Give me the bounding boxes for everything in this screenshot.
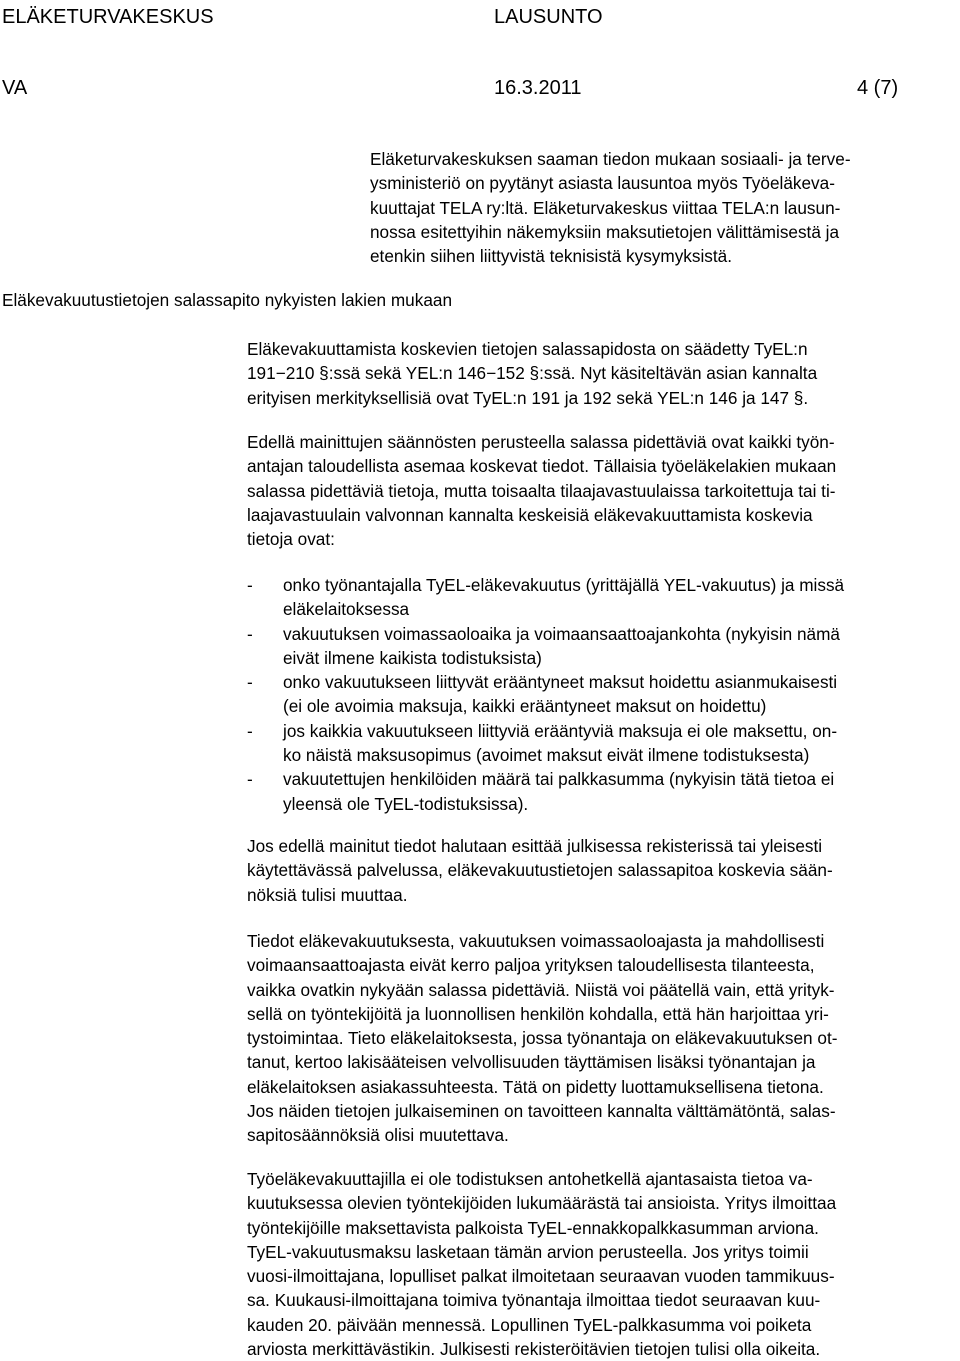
text-line: eläkelaitoksessa bbox=[283, 599, 410, 620]
text-line: Jos näiden tietojen julkaiseminen on tavoitteen kannalta välttämätöntä, salas- bbox=[247, 1101, 836, 1122]
paragraph-law-change bbox=[247, 834, 833, 907]
text-line: Eläketurvakeskuksen saaman tiedon mukaan sosiaali- ja terve- bbox=[370, 149, 851, 169]
list-bullet: - bbox=[247, 623, 253, 644]
text-line: vakuutuksen voimassaoloaika ja voimaansaattoajankohta (nykyisin nämä bbox=[283, 623, 840, 644]
text-line: Työeläkevakuuttajilla ei ole todistuksen antohetkellä ajantasaista tietoa va- bbox=[247, 1169, 813, 1189]
text-line: voimaansaattoajasta eivät kerro paljoa yrityksen taloudellisesta tilanteesta, bbox=[247, 955, 815, 976]
text-line: vakuutettujen henkilöiden määrä tai palkkasumma (nykyisin tätä tietoa ei bbox=[283, 769, 835, 790]
list-item-text bbox=[283, 622, 840, 671]
text-line: (ei ole avoimia maksuja, kaikki erääntyneet maksut on hoidettu) bbox=[283, 696, 767, 717]
text-line: eivät ilmene kaikista todistuksista) bbox=[283, 647, 542, 668]
list-item bbox=[247, 670, 960, 719]
list-bullet: - bbox=[247, 769, 253, 790]
list-bullet: - bbox=[247, 575, 253, 595]
text-line: ysministeriö on pyytänyt asiasta lausuntoa myös Työeläkeva- bbox=[370, 173, 835, 194]
list-item bbox=[247, 622, 960, 671]
text-line: antajan taloudellista asemaa koskevat tiedot. Tällaisia työeläkelakien mukaan bbox=[247, 456, 837, 477]
text-line: tystoimintaa. Tieto eläkelaitoksesta, jossa työnantaja on eläkevakuutuksen ot- bbox=[247, 1028, 838, 1049]
text-line: sellä on työntekijöitä ja luonnollisen henkilön kohdalla, että hän harjoittaa yri- bbox=[247, 1003, 829, 1024]
text-line: Edellä mainittujen säännösten perusteella salassa pidettäviä ovat kaikki työn- bbox=[247, 432, 835, 452]
text-line: käytettävässä palvelussa, eläkevakuutustietojen salassapitoa koskevia sään- bbox=[247, 860, 833, 881]
text-line: onko työnantajalla TyEL-eläkevakuutus (yrittäjällä YEL-vakuutus) ja missä bbox=[283, 575, 845, 595]
text-line: työntekijöille maksettavista palkoista TyEL-ennakkopalkkasumman arviona. bbox=[247, 1217, 819, 1238]
text-line: Eläkevakuuttamista koskevien tietojen salassapidosta on säädetty TyEL:n bbox=[247, 339, 808, 359]
page-number: 4 (7) bbox=[857, 77, 899, 99]
text-line: 191−210 §:ssä sekä YEL:n 146−152 §:ssä. Nyt käsiteltävän asian kannalta bbox=[247, 363, 818, 384]
list-item bbox=[247, 573, 960, 622]
text-line: etenkin siihen liittyvistä teknisistä kysymyksistä. bbox=[370, 246, 733, 267]
section-heading: Eläkevakuutustietojen salassapito nykyisten lakien mukaan bbox=[2, 290, 452, 310]
list-item-text bbox=[283, 670, 837, 719]
text-line: erityisen merkityksellisiä ovat TyEL:n 191 ja 192 sekä YEL:n 146 ja 147 §. bbox=[247, 387, 809, 408]
text-line: onko vakuutukseen liittyvät erääntyneet maksut hoidettu asianmukaisesti bbox=[283, 672, 838, 693]
text-line: eläkelaitoksen asiakassuhteesta. Tätä on pidetty luottamuksellisena tietona. bbox=[247, 1076, 824, 1097]
intro-paragraph bbox=[370, 147, 851, 268]
document-type: LAUSUNTO bbox=[494, 6, 603, 28]
text-line: salassa pidettäviä tietoja, mutta toisaalta tilaajavastuulaissa tarkoitettuja tai ti- bbox=[247, 480, 836, 501]
list-bullet: - bbox=[247, 720, 253, 741]
text-line: kuuttajat TELA ry:ltä. Eläketurvakeskus viittaa TELA:n lausun- bbox=[370, 197, 841, 218]
text-line: sa. Kuukausi-ilmoittajana toimiva työnantaja ilmoittaa tiedot seuraavan kuu- bbox=[247, 1290, 821, 1311]
text-line: laajavastuulain valvonnan kannalta keskeisiä eläkevakuuttamista koskevia bbox=[247, 504, 813, 525]
list-item bbox=[247, 719, 960, 768]
text-line: yleensä ole TyEL-todistuksissa). bbox=[283, 793, 529, 814]
paragraph-confidential-info bbox=[247, 430, 836, 551]
text-line: nossa esitettyihin näkemyksiin maksutietojen välittämisestä ja bbox=[370, 221, 840, 242]
text-line: Jos edellä mainitut tiedot halutaan esittää julkisessa rekisterissä tai yleisesti bbox=[247, 836, 823, 856]
text-line: Tiedot eläkevakuutuksesta, vakuutuksen voimassaoloajasta ja mahdollisesti bbox=[247, 931, 825, 951]
text-line: jos kaikkia vakuutukseen liittyviä erääntyviä maksuja ei ole maksettu, on- bbox=[283, 720, 838, 741]
text-line: ko näistä maksusopimus (avoimet maksut eivät ilmene todistuksesta) bbox=[283, 745, 810, 766]
author-initials: VA bbox=[2, 77, 28, 99]
confidential-info-list bbox=[247, 573, 960, 816]
text-line: TyEL-vakuutusmaksu lasketaan tämän arvion perusteella. Jos yritys toimii bbox=[247, 1241, 809, 1262]
list-item bbox=[247, 767, 960, 816]
text-line: kuutuksessa olevien työntekijöiden lukumäärästä tai ansioista. Yritys ilmoittaa bbox=[247, 1193, 837, 1214]
text-line: tanut, kertoo lakisääteisen velvollisuuden täyttämisen lisäksi työnantajan ja bbox=[247, 1052, 816, 1073]
list-bullet: - bbox=[247, 672, 253, 693]
text-line: sapitosäännöksiä olisi muutettava. bbox=[247, 1125, 509, 1146]
text-line: tietoja ovat: bbox=[247, 529, 335, 550]
list-item-text bbox=[283, 573, 844, 622]
text-line: kauden 20. päivään mennessä. Lopullinen TyEL-palkkasumma voi poiketa bbox=[247, 1314, 812, 1335]
organization-name: ELÄKETURVAKESKUS bbox=[2, 6, 214, 28]
document-date: 16.3.2011 bbox=[494, 77, 582, 99]
paragraph-legal-basis bbox=[247, 337, 817, 410]
text-line: vaikka ovatkin nykyään salassa pidettäviä. Niistä voi päätellä vain, että yrityk- bbox=[247, 979, 835, 1000]
text-line: vuosi-ilmoittajana, lopulliset palkat ilmoitetaan seuraavan vuoden tammikuus- bbox=[247, 1266, 835, 1287]
text-line: nöksiä tulisi muuttaa. bbox=[247, 884, 408, 905]
list-item-text bbox=[283, 719, 837, 768]
paragraph-payroll-info bbox=[247, 1167, 836, 1361]
text-line: arviosta merkittävästikin. Julkisesti rekisteröitävien tietojen tulisi olla oikeita. bbox=[247, 1339, 821, 1360]
list-item-text bbox=[283, 767, 834, 816]
paragraph-insurance-info bbox=[247, 929, 837, 1148]
